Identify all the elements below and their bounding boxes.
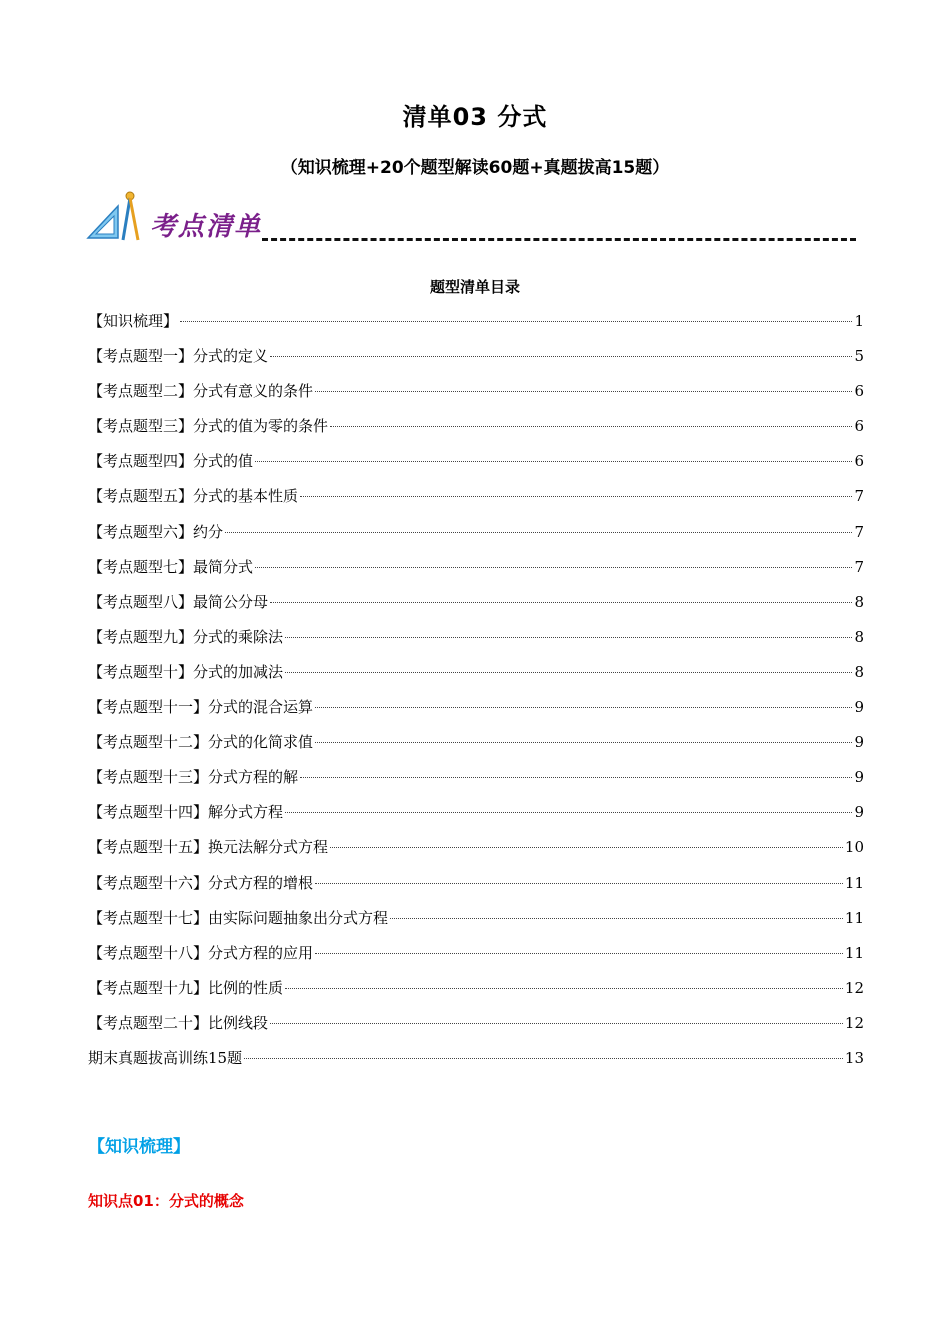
toc-leader <box>315 707 852 708</box>
toc-entry[interactable] <box>88 345 864 380</box>
toc-entry[interactable] <box>88 836 864 871</box>
toc-entry-page: 8 <box>854 592 864 611</box>
toc-leader <box>300 496 852 497</box>
toc-leader <box>315 391 852 392</box>
document-title: 清单03 分式 <box>402 103 548 131</box>
toc-entry[interactable] <box>88 626 864 661</box>
toc-entry-page: 7 <box>854 487 864 506</box>
toc-entry[interactable] <box>88 907 864 942</box>
toc-leader <box>255 567 852 568</box>
toc-entry-page: 9 <box>854 698 864 717</box>
toc-entry-label: 【考点题型一】分式的定义 <box>88 347 269 366</box>
toc-leader <box>315 742 852 743</box>
toc-entry-label: 【考点题型十四】解分式方程 <box>88 803 284 822</box>
toc-entry-label: 【考点题型十二】分式的化简求值 <box>88 733 314 752</box>
toc-entry-page: 7 <box>854 557 864 576</box>
toc-entry-label: 【考点题型二】分式有意义的条件 <box>88 382 314 401</box>
section-banner <box>86 188 856 248</box>
toc-entry[interactable] <box>88 380 864 415</box>
toc-leader <box>244 1058 843 1059</box>
toc-entry[interactable] <box>88 591 864 626</box>
toc-entry-page: 11 <box>844 873 864 892</box>
toc-entry-label: 【考点题型六】约分 <box>88 522 224 541</box>
toc-entry-page: 5 <box>854 347 864 366</box>
toc-entry[interactable] <box>88 801 864 836</box>
toc-entry[interactable] <box>88 415 864 450</box>
toc-leader <box>330 847 843 848</box>
toc-entry-page: 7 <box>854 522 864 541</box>
toc-entry-page: 8 <box>854 627 864 646</box>
ruler-compass-icon <box>86 188 148 244</box>
toc-leader <box>315 883 843 884</box>
toc-entry[interactable] <box>88 766 864 801</box>
toc-entry[interactable] <box>88 942 864 977</box>
toc-entry-page: 8 <box>854 662 864 681</box>
toc-entry-page: 11 <box>844 943 864 962</box>
toc-leader <box>300 777 852 778</box>
table-of-contents <box>88 310 864 1082</box>
toc-leader <box>225 532 852 533</box>
toc-entry-label: 【考点题型十一】分式的混合运算 <box>88 698 314 717</box>
toc-leader <box>285 812 852 813</box>
toc-entry[interactable] <box>88 1047 864 1082</box>
toc-leader <box>315 953 843 954</box>
toc-leader <box>255 461 852 462</box>
toc-entry-page: 6 <box>854 382 864 401</box>
toc-entry-page: 6 <box>854 452 864 471</box>
toc-leader <box>285 637 852 638</box>
toc-leader <box>285 672 852 673</box>
toc-entry-label: 【考点题型二十】比例线段 <box>88 1013 269 1032</box>
toc-entry[interactable] <box>88 977 864 1012</box>
toc-leader <box>285 988 843 989</box>
knowledge-point-title: 知识点01：分式的概念 <box>88 1192 244 1210</box>
toc-leader <box>180 321 852 322</box>
banner-divider <box>262 238 856 241</box>
toc-entry-page: 13 <box>844 1048 864 1067</box>
toc-leader <box>330 426 852 427</box>
toc-leader <box>390 918 843 919</box>
toc-entry-page: 1 <box>854 312 864 330</box>
toc-entry-label: 【考点题型四】分式的值 <box>88 452 254 471</box>
toc-leader <box>270 1023 843 1024</box>
toc-entry[interactable] <box>88 731 864 766</box>
toc-entry-label: 【考点题型十五】换元法解分式方程 <box>88 838 329 857</box>
toc-entry-page: 9 <box>854 733 864 752</box>
toc-entry-label: 【考点题型九】分式的乘除法 <box>88 627 284 646</box>
section-heading: 【知识梳理】 <box>88 1137 190 1157</box>
toc-entry-page: 9 <box>854 768 864 787</box>
toc-leader <box>270 602 852 603</box>
toc-entry-label: 【考点题型十】分式的加减法 <box>88 662 284 681</box>
toc-entry-label: 【考点题型八】最简公分母 <box>88 592 269 611</box>
toc-entry-label: 【考点题型十七】由实际问题抽象出分式方程 <box>88 908 389 927</box>
toc-entry-label: 【考点题型十六】分式方程的增根 <box>88 873 314 892</box>
toc-entry[interactable] <box>88 661 864 696</box>
toc-entry-page: 10 <box>844 838 864 857</box>
toc-heading: 题型清单目录 <box>429 278 520 296</box>
toc-entry[interactable] <box>88 485 864 520</box>
toc-entry-page: 12 <box>844 1013 864 1032</box>
toc-leader <box>270 356 852 357</box>
toc-entry-page: 12 <box>844 978 864 997</box>
toc-entry[interactable] <box>88 521 864 556</box>
toc-entry-page: 9 <box>854 803 864 822</box>
toc-entry-page: 6 <box>854 417 864 436</box>
toc-entry-label: 【考点题型三】分式的值为零的条件 <box>88 417 329 436</box>
toc-entry-label: 【考点题型十三】分式方程的解 <box>88 768 299 787</box>
toc-entry[interactable] <box>88 450 864 485</box>
toc-entry[interactable] <box>88 556 864 591</box>
toc-entry[interactable] <box>88 310 864 345</box>
toc-entry-label: 【考点题型七】最简分式 <box>88 557 254 576</box>
toc-entry-label: 【知识梳理】 <box>88 312 179 330</box>
toc-entry[interactable] <box>88 696 864 731</box>
toc-entry-label: 【考点题型五】分式的基本性质 <box>88 487 299 506</box>
toc-entry-page: 11 <box>844 908 864 927</box>
toc-entry[interactable] <box>88 1012 864 1047</box>
document-subtitle: （知识梳理+20个题型解读60题+真题拔高15题） <box>280 158 670 178</box>
banner-label: 考点清单 <box>150 212 263 242</box>
toc-entry-label: 【考点题型十八】分式方程的应用 <box>88 943 314 962</box>
toc-entry-label: 期末真题拔高训练15题 <box>88 1048 243 1067</box>
toc-entry[interactable] <box>88 872 864 907</box>
toc-entry-label: 【考点题型十九】比例的性质 <box>88 978 284 997</box>
